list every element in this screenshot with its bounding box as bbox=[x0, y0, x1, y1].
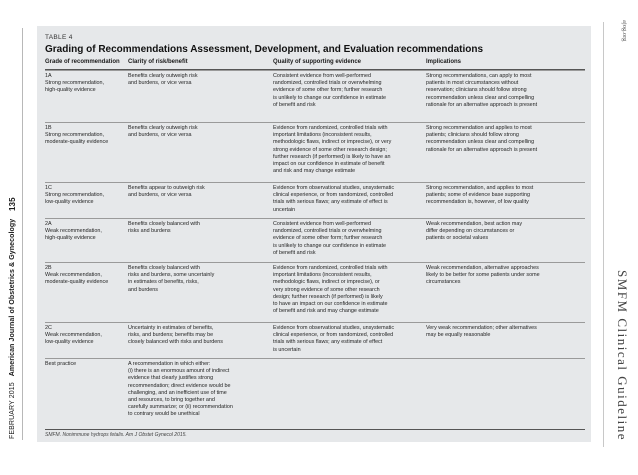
cell-line: in estimates of benefits, risks, bbox=[128, 279, 199, 286]
cell-line: recommendation is, however, of low quality bbox=[426, 199, 529, 206]
cell-line: design; further research (if performed) is likely bbox=[273, 293, 383, 300]
cell-line: differ depending on circumstances or bbox=[426, 228, 515, 235]
cell-line: Consistent evidence from well-performed bbox=[273, 73, 371, 79]
cell-line: Weak recommendation, best action may bbox=[426, 221, 523, 227]
grade-cell bbox=[45, 361, 125, 368]
cell-line: Weak recommendation, bbox=[45, 332, 102, 339]
grade-cell bbox=[45, 185, 125, 207]
cell-line: 1B bbox=[45, 125, 52, 131]
cell-line: trials with serious flaws; any estimate of effect bbox=[273, 339, 383, 346]
cell-line: low-quality evidence bbox=[45, 199, 94, 206]
right-divider bbox=[603, 22, 604, 447]
cell-line: Benefits closely balanced with bbox=[128, 265, 200, 271]
table-label: TABLE 4 bbox=[45, 34, 73, 41]
cell-line: recommendation unless clear and compelling bbox=[426, 139, 535, 146]
cell-line: Evidence from randomized, controlled trials with bbox=[273, 125, 388, 131]
cell-line: randomized, controlled trials or overwhelming bbox=[273, 228, 382, 235]
cell-line: circumstances bbox=[426, 279, 461, 286]
header-implications: Implications bbox=[426, 59, 462, 65]
cell-line: may be equally reasonable bbox=[426, 332, 491, 339]
cell-line: and burdens, or vice versa bbox=[128, 192, 192, 199]
clarity-cell bbox=[128, 265, 268, 294]
cell-line: strong evidence of some other research design; bbox=[273, 146, 387, 153]
cell-line: risks, and burdens; benefits may be bbox=[128, 332, 214, 339]
table-row-1b bbox=[45, 122, 585, 183]
cell-line: Evidence from observational studies, unsystematic bbox=[273, 325, 395, 331]
cell-line: Very weak recommendation; other alternatives bbox=[426, 325, 537, 331]
table-row-2b bbox=[45, 262, 585, 323]
cell-line: Benefits closely balanced with bbox=[128, 221, 200, 227]
cell-line: 2C bbox=[45, 325, 52, 331]
cell-line: recommendation; direct evidence would be bbox=[128, 382, 231, 389]
cell-line: trials with serious flaws; any estimate of effect is bbox=[273, 199, 388, 206]
cell-line: 1C bbox=[45, 185, 52, 191]
table-row-2c bbox=[45, 322, 585, 359]
cell-line: evidence of some other form; further research bbox=[273, 87, 383, 94]
cell-line: A recommendation in which either: bbox=[128, 361, 211, 367]
implications-cell bbox=[426, 221, 582, 243]
header-clarity: Clarity of risk/benefit bbox=[128, 59, 188, 65]
cell-line: Evidence from randomized, controlled trials with bbox=[273, 265, 388, 271]
grade-cell bbox=[45, 125, 125, 147]
left-margin bbox=[0, 0, 34, 475]
issue-date: FEBRUARY 2015 bbox=[9, 382, 16, 439]
cell-line: risks and burdens, some uncertainly bbox=[128, 272, 215, 279]
quality-cell bbox=[273, 73, 423, 109]
cell-line: Benefits clearly outweigh risk bbox=[128, 73, 198, 79]
cell-line: to contrary would be unethical bbox=[128, 411, 200, 418]
grade-cell bbox=[45, 265, 125, 287]
cell-line: and burdens bbox=[128, 286, 158, 293]
cell-line: low-quality evidence bbox=[45, 339, 94, 346]
quality-cell bbox=[273, 265, 423, 315]
cell-line: (i) there is an enormous amount of indirect bbox=[128, 368, 230, 375]
implications-cell bbox=[426, 73, 582, 109]
clarity-cell bbox=[128, 361, 268, 419]
clarity-cell bbox=[128, 125, 268, 139]
cell-line: likely to be better for some patients under some bbox=[426, 272, 540, 279]
cell-line: moderate-quality evidence bbox=[45, 279, 109, 286]
quality-cell bbox=[273, 325, 423, 354]
page-number: 135 bbox=[8, 197, 17, 211]
cell-line: 2A bbox=[45, 221, 52, 227]
guideline-running-head: SMFM Clinical Guideline bbox=[615, 270, 630, 441]
cell-line: recommendation unless clear and compelling bbox=[426, 94, 535, 101]
cell-line: uncertain bbox=[273, 206, 296, 213]
table-footnote: SMFM. Nonimmune hydrops fetalis. Am J Obstet Gynecol 2015. bbox=[45, 432, 187, 438]
left-divider bbox=[22, 28, 23, 440]
implications-cell bbox=[426, 325, 582, 339]
clarity-cell bbox=[128, 221, 268, 235]
cell-line: Strong recommendations, can apply to most bbox=[426, 73, 532, 79]
cell-line: very strong evidence of some other research bbox=[273, 286, 380, 293]
cell-line: and risk and may change estimate bbox=[273, 168, 356, 175]
cell-line: challenging, and an inefficient use of time bbox=[128, 389, 227, 396]
journal-running-head bbox=[8, 197, 17, 439]
cell-line: Benefits clearly outweigh risk bbox=[128, 125, 198, 131]
cell-line: Consistent evidence from well-performed bbox=[273, 221, 371, 227]
cell-line: moderate-quality evidence bbox=[45, 139, 109, 146]
cell-line: randomized, controlled trials or overwhelming bbox=[273, 80, 382, 87]
cell-line: evidence that clearly justifies strong bbox=[128, 375, 214, 382]
cell-line: Strong recommendation, bbox=[45, 132, 105, 139]
grade-cell bbox=[45, 325, 125, 347]
cell-line: of benefit and risk and may change estimate bbox=[273, 308, 379, 315]
cell-line: Strong recommendation, bbox=[45, 80, 105, 87]
cell-line: closely balanced with risks and burdens bbox=[128, 339, 223, 346]
implications-cell bbox=[426, 125, 582, 154]
cell-line: 2B bbox=[45, 265, 52, 271]
cell-line: rationale for an alternative approach is present bbox=[426, 146, 538, 153]
quality-cell bbox=[273, 185, 423, 214]
cell-line: high-quality evidence bbox=[45, 235, 96, 242]
clarity-cell bbox=[128, 325, 268, 347]
cell-line: important limitations (inconsistent results, bbox=[273, 272, 372, 279]
clarity-cell bbox=[128, 185, 268, 199]
cell-line: Strong recommendation, and applies to most bbox=[426, 185, 534, 191]
cell-line: patients; clinicians should follow strong bbox=[426, 132, 519, 139]
cell-line: Evidence from observational studies, unsystematic bbox=[273, 185, 395, 191]
table-row-1a bbox=[45, 70, 585, 123]
journal-name: American Journal of Obstetrics & Gynecology bbox=[9, 218, 16, 377]
cell-line: important limitations (inconsistent results, bbox=[273, 132, 372, 139]
cell-line: risks and burdens bbox=[128, 228, 171, 235]
cell-line: evidence of some other form; further research bbox=[273, 235, 383, 242]
recommendations-table bbox=[37, 26, 591, 442]
grade-cell bbox=[45, 221, 125, 243]
cell-line: Strong recommendation, bbox=[45, 192, 105, 199]
cell-line: and burdens, or vice versa bbox=[128, 80, 192, 87]
cell-line: rationale for an alternative approach is present bbox=[426, 101, 538, 108]
table-row-best-practice bbox=[45, 358, 585, 430]
cell-line: Weak recommendation, bbox=[45, 272, 102, 279]
grade-cell bbox=[45, 73, 125, 95]
cell-line: is unlikely to change our confidence in estimate bbox=[273, 242, 386, 249]
cell-line: high-quality evidence bbox=[45, 87, 96, 94]
cell-line: Weak recommendation, bbox=[45, 228, 102, 235]
header-grade: Grade of recommendation bbox=[45, 59, 120, 65]
header-quality: Quality of supporting evidence bbox=[273, 59, 362, 65]
table-header-row bbox=[45, 59, 585, 70]
cell-line: and resources, to bring together and bbox=[128, 397, 215, 404]
cell-line: carefully summarize; or (ii) recommendation bbox=[128, 404, 233, 411]
cell-line: of benefit and risk bbox=[273, 101, 316, 108]
cell-line: to have an impact on our confidence in estimate bbox=[273, 301, 388, 308]
cell-line: 1A bbox=[45, 73, 52, 79]
cell-line: clinical experience, or from randomized, controlled bbox=[273, 332, 394, 339]
table-title: Grading of Recommendations Assessment, Development, and Evaluation recommendations bbox=[45, 44, 484, 55]
site-link[interactable]: ajog.org bbox=[621, 20, 628, 42]
implications-cell bbox=[426, 185, 582, 207]
implications-cell bbox=[426, 265, 582, 287]
cell-line: Best practice bbox=[45, 361, 77, 367]
cell-line: patients; some of evidence base supporting bbox=[426, 192, 530, 199]
table-row-2a bbox=[45, 218, 585, 263]
cell-line: is uncertain bbox=[273, 346, 301, 353]
cell-line: Weak recommendation, alternative approaches bbox=[426, 265, 539, 271]
cell-line: impact on our confidence in estimate of benefit bbox=[273, 161, 385, 168]
table-row-1c bbox=[45, 182, 585, 219]
cell-line: and burdens, or vice versa bbox=[128, 132, 192, 139]
cell-line: patients in most circumstances without bbox=[426, 80, 519, 87]
clarity-cell bbox=[128, 73, 268, 87]
cell-line: methodologic flaws, indirect or imprecise), or very bbox=[273, 139, 392, 146]
cell-line: of benefit and risk bbox=[273, 249, 316, 256]
cell-line: Benefits appear to outweigh risk bbox=[128, 185, 205, 191]
cell-line: is unlikely to change our confidence in estimate bbox=[273, 94, 386, 101]
quality-cell bbox=[273, 125, 423, 175]
quality-cell bbox=[273, 221, 423, 257]
cell-line: reservation; clinicians should follow strong bbox=[426, 87, 527, 94]
cell-line: patients or societal values bbox=[426, 235, 489, 242]
cell-line: clinical experience, or from randomized, controlled bbox=[273, 192, 394, 199]
cell-line: methodologic flaws, indirect or imprecise), or bbox=[273, 279, 380, 286]
cell-line: Strong recommendation and applies to most bbox=[426, 125, 532, 131]
cell-line: Uncertainty in estimates of benefits, bbox=[128, 325, 214, 331]
cell-line: further research (if performed) is likely to have an bbox=[273, 153, 391, 160]
